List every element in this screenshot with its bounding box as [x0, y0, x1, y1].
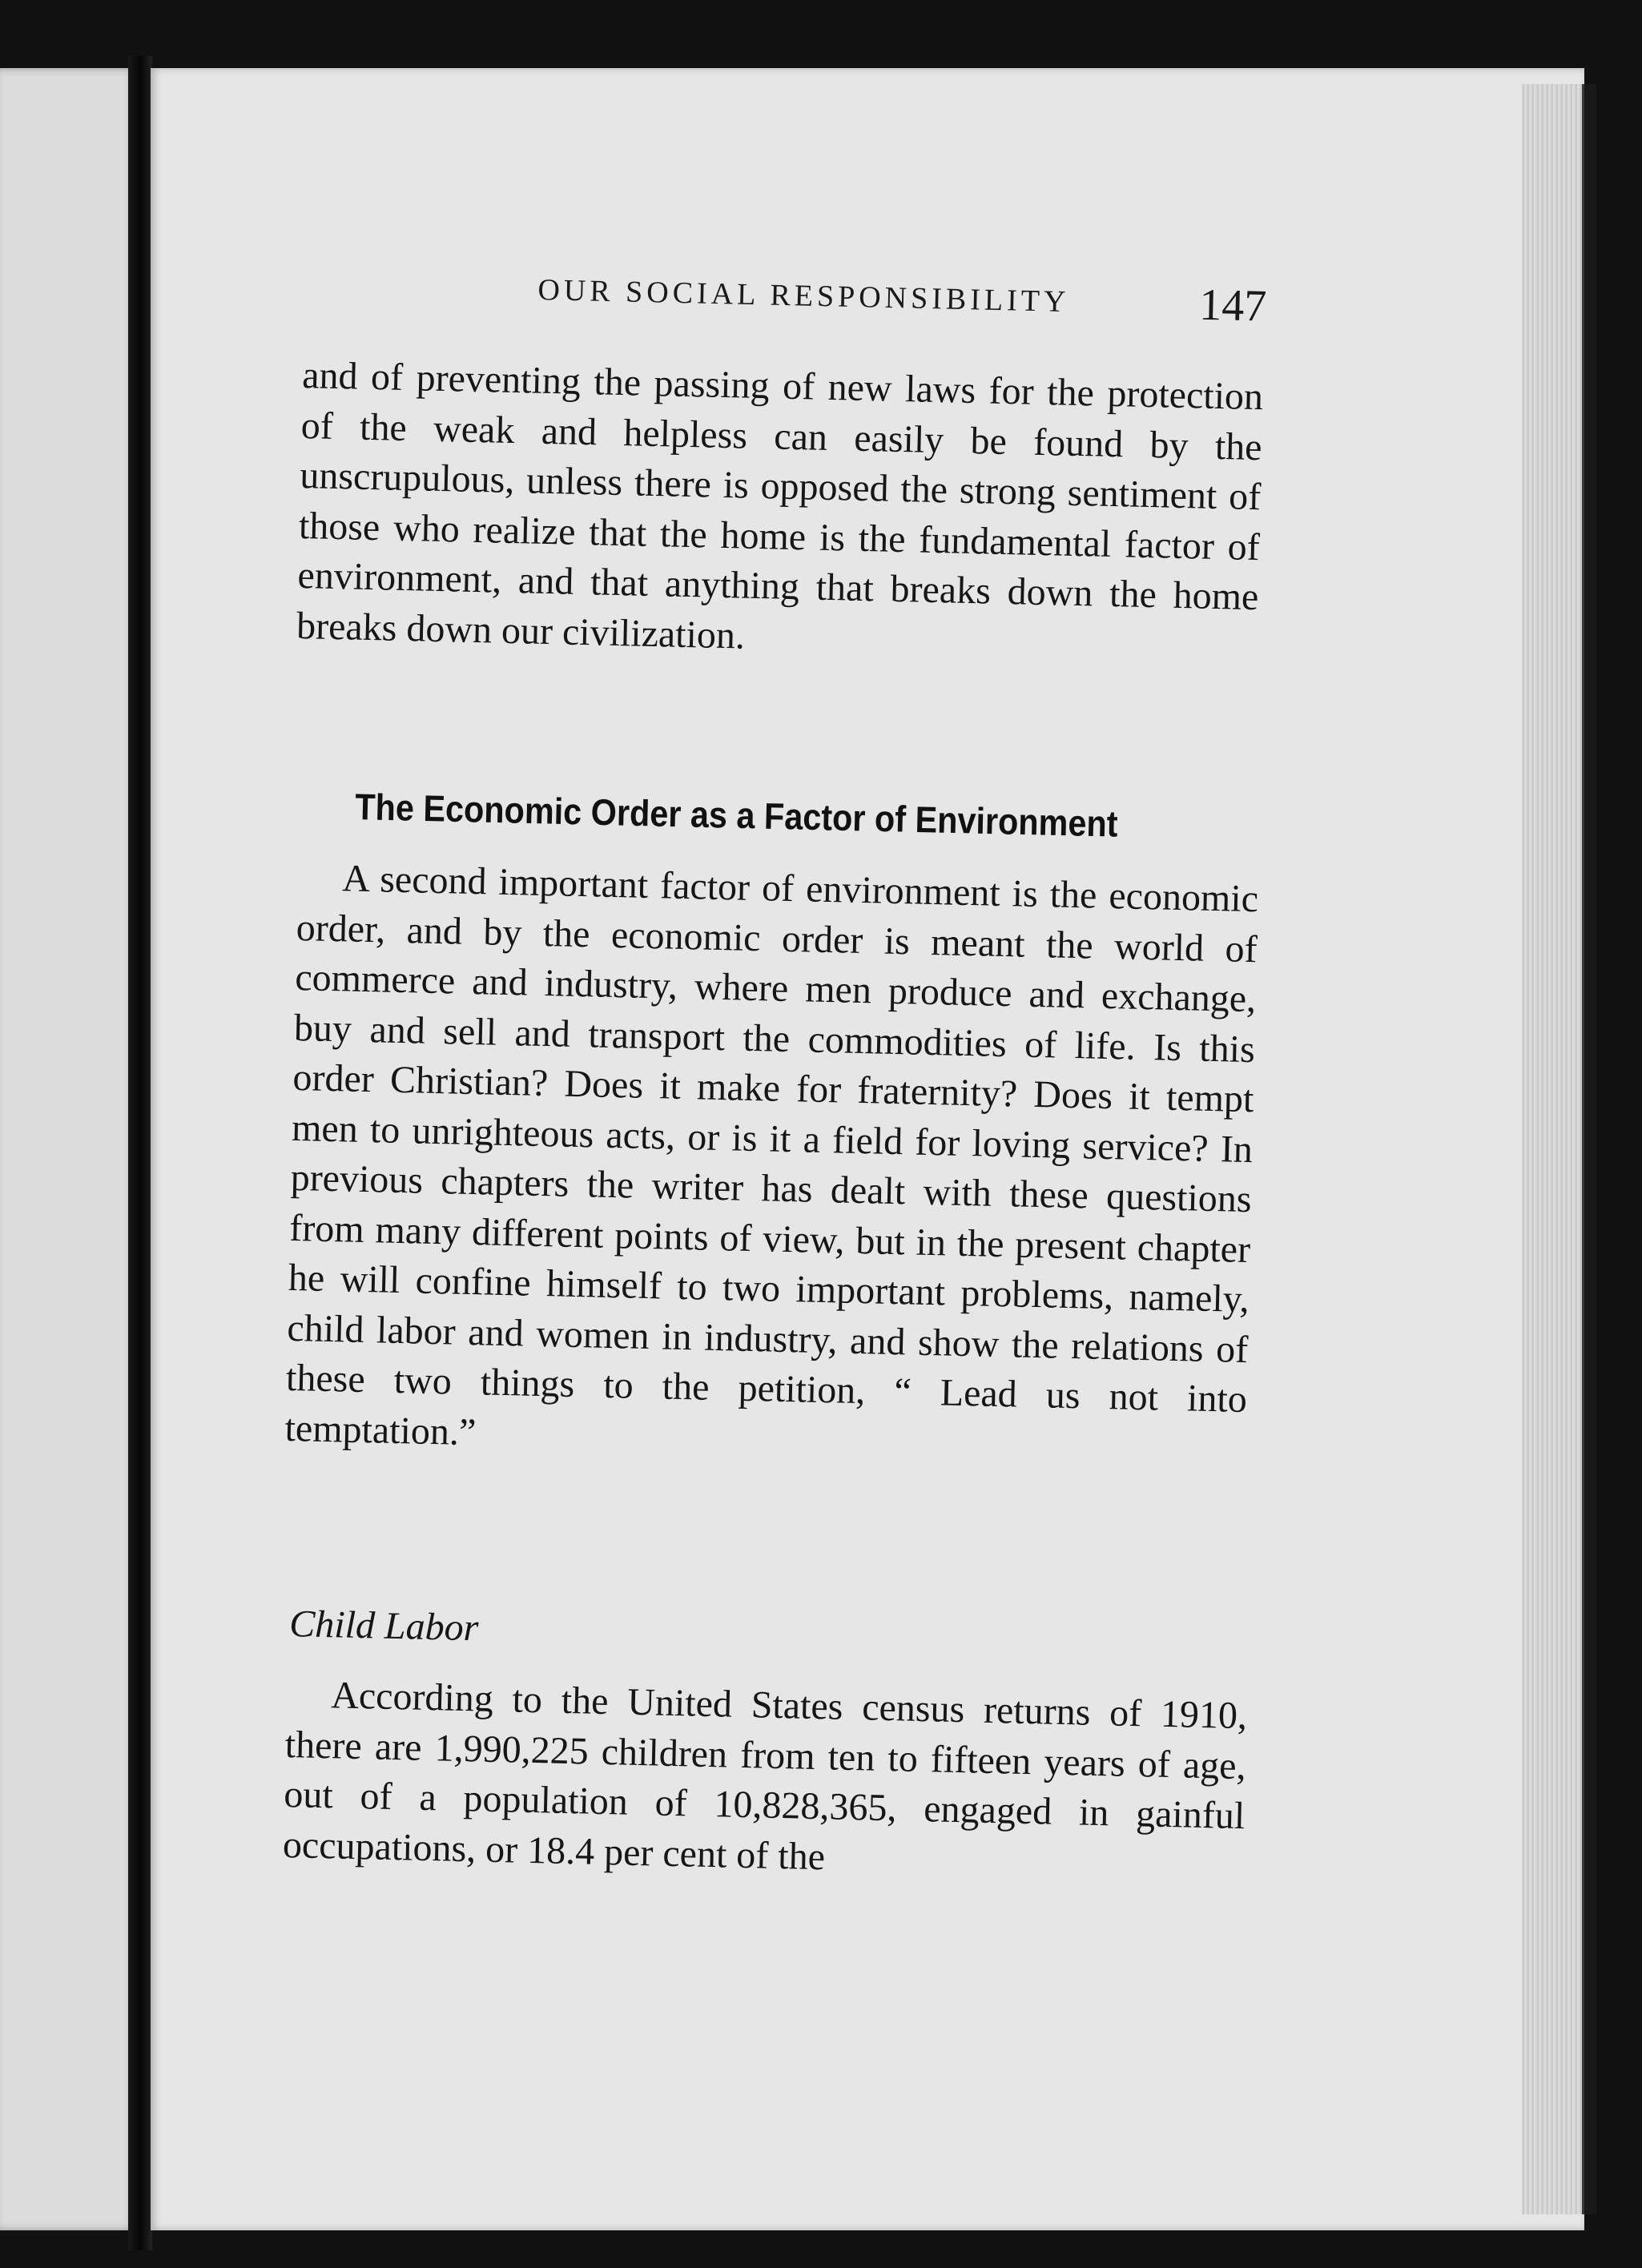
section-body-paragraph: A second important factor of environment is the economic order, and by the economic order is meant the world of commerce and industry, where men produce and exchange, buy and sell and transport the commodities of life. Is this order Christian? Does it make for fraternity? Does it tempt men to unrighteous acts, or is it a field for loving service? In previous chapters the writer has dealt with these questions from many different points of view, but in the present chapter he will confine himself to two important problems, namely, child labor and women in industry, and show the relations of these two things to the petition, “ Lead us not into temptation.” [284, 857, 1259, 1454]
running-title: OUR SOCIAL RESPONSIBILITY [537, 272, 1070, 320]
section-body-block [284, 853, 1259, 1475]
page-stack-edge [1522, 84, 1582, 2214]
continuation-paragraph-block [296, 351, 1263, 673]
subsection-body-paragraph: According to the United States census returns of 1910, there are 1,990,225 children from ten to fifteen years of age, out of a population of 10,828,365, engaged in gainful occupations, or 18.4 per cent of the [282, 1674, 1248, 1878]
page-number: 147 [1198, 279, 1267, 332]
section-heading: The Economic Order as a Factor of Environment [354, 785, 1119, 845]
continuation-paragraph: and of preventing the passing of new laws for the protection of the weak and helpless can easily be found by the unscrupulous, unless there is opposed the strong sentiment of those who realize that the home is the fundamental factor of environment, and that anything that breaks down the home breaks down our civilization. [296, 353, 1264, 657]
facing-page-edge [0, 68, 136, 2230]
subsection-heading: Child Labor [288, 1602, 479, 1650]
subsection-body-block [282, 1670, 1247, 1892]
book-gutter [128, 56, 152, 2250]
